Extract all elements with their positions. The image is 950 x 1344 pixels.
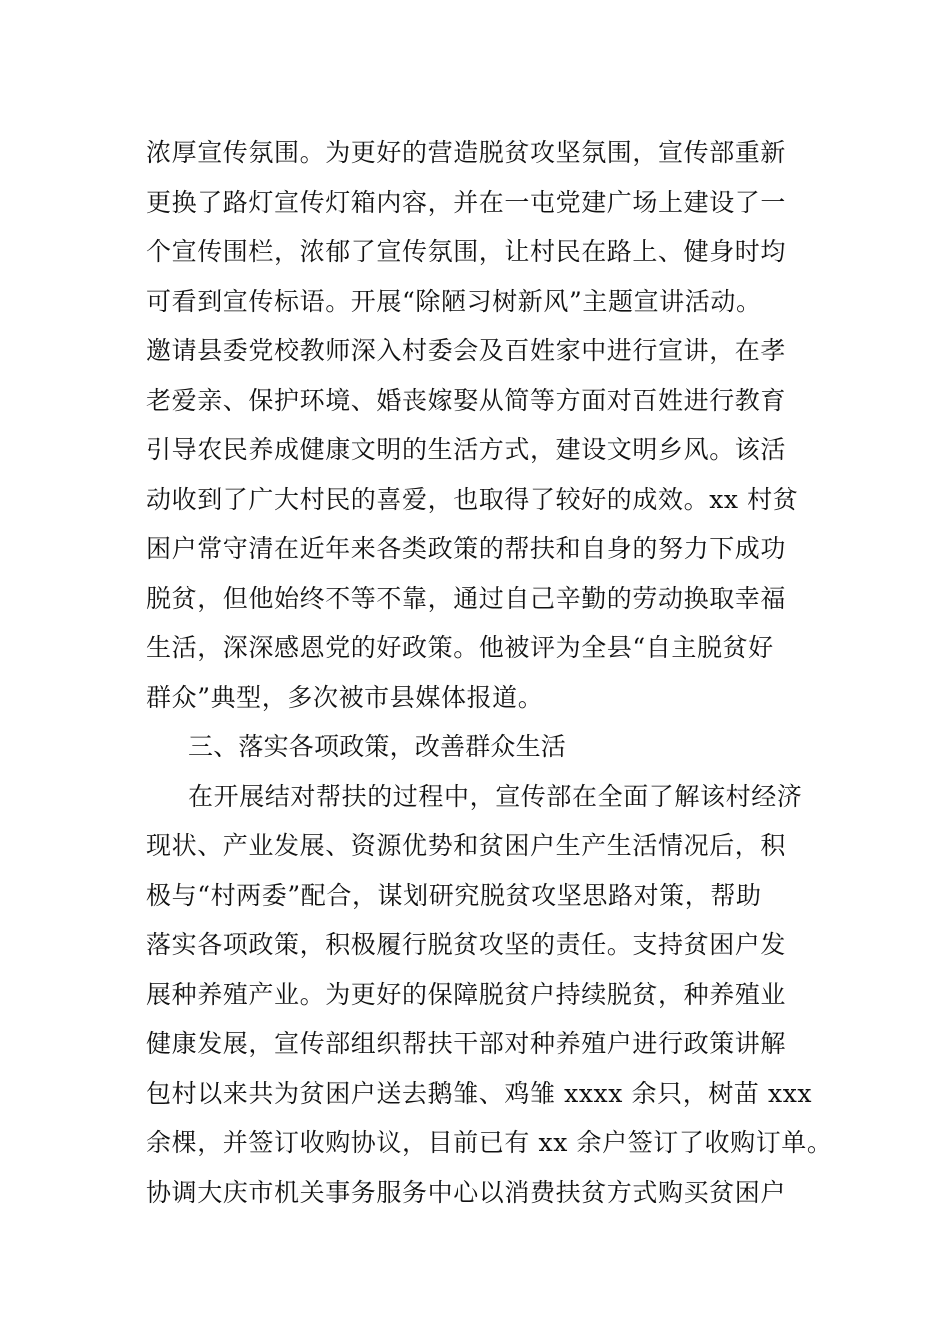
text-line: 可看到宣传标语。开展“除陋习树新风”主题宣讲活动。 [146, 286, 762, 316]
section-heading: 三、落实各项政策，改善群众生活 [188, 732, 567, 761]
text-line: 展种养殖产业。为更好的保障脱贫户持续脱贫，种养殖业 [146, 979, 787, 1009]
paragraph-first-line: 在开展结对帮扶的过程中，宣传部在全面了解该村经济 [188, 781, 803, 811]
text-line: 引导农民养成健康文明的生活方式，建设文明乡风。该活 [146, 435, 787, 464]
text-line: 更换了路灯宣传灯箱内容，并在一屯党建广场上建设了一 [146, 187, 787, 217]
text-line: 生活，深深感恩党的好政策。他被评为全县“自主脱贫好 [146, 633, 774, 662]
text-line: 极与“村两委”配合，谋划研究脱贫攻坚思路对策，帮助 [146, 880, 762, 910]
text-line: 困户常守清在近年来各类政策的帮扶和自身的努力下成功 [146, 534, 787, 563]
text-line: 协调大庆市机关事务服务中心以消费扶贫方式购买贫困户 [146, 1177, 787, 1207]
text-line: 脱贫，但他始终不等不靠，通过自己辛勤的劳动换取幸福 [146, 583, 787, 613]
text-line: 老爱亲、保护环境、婚丧嫁娶从简等方面对百姓进行教育 [146, 385, 787, 415]
text-line: 个宣传围栏，浓郁了宣传氛围，让村民在路上、健身时均 [146, 237, 787, 266]
text-line: 余棵，并签订收购协议，目前已有 xx 余户签订了收购订单。 [146, 1128, 833, 1157]
text-line: 邀请县委党校教师深入村委会及百姓家中进行宣讲，在孝 [146, 336, 787, 365]
text-line: 包村以来共为贫困户送去鹅雏、鸡雏 xxxx 余只，树苗 xxx [146, 1078, 813, 1108]
text-line: 现状、产业发展、资源优势和贫困户生产生活情况后，积 [146, 831, 787, 860]
text-line: 健康发展，宣传部组织帮扶干部对种养殖户进行政策讲解 [146, 1029, 787, 1058]
text-line: 落实各项政策，积极履行脱贫攻坚的责任。支持贫困户发 [146, 930, 787, 959]
text-line: 群众”典型，多次被市县媒体报道。 [146, 682, 544, 712]
body-text [146, 128, 836, 1217]
text-line: 浓厚宣传氛围。为更好的营造脱贫攻坚氛围，宣传部重新 [146, 138, 787, 167]
text-line: 动收到了广大村民的喜爱，也取得了较好的成效。xx 村贫 [146, 484, 799, 514]
